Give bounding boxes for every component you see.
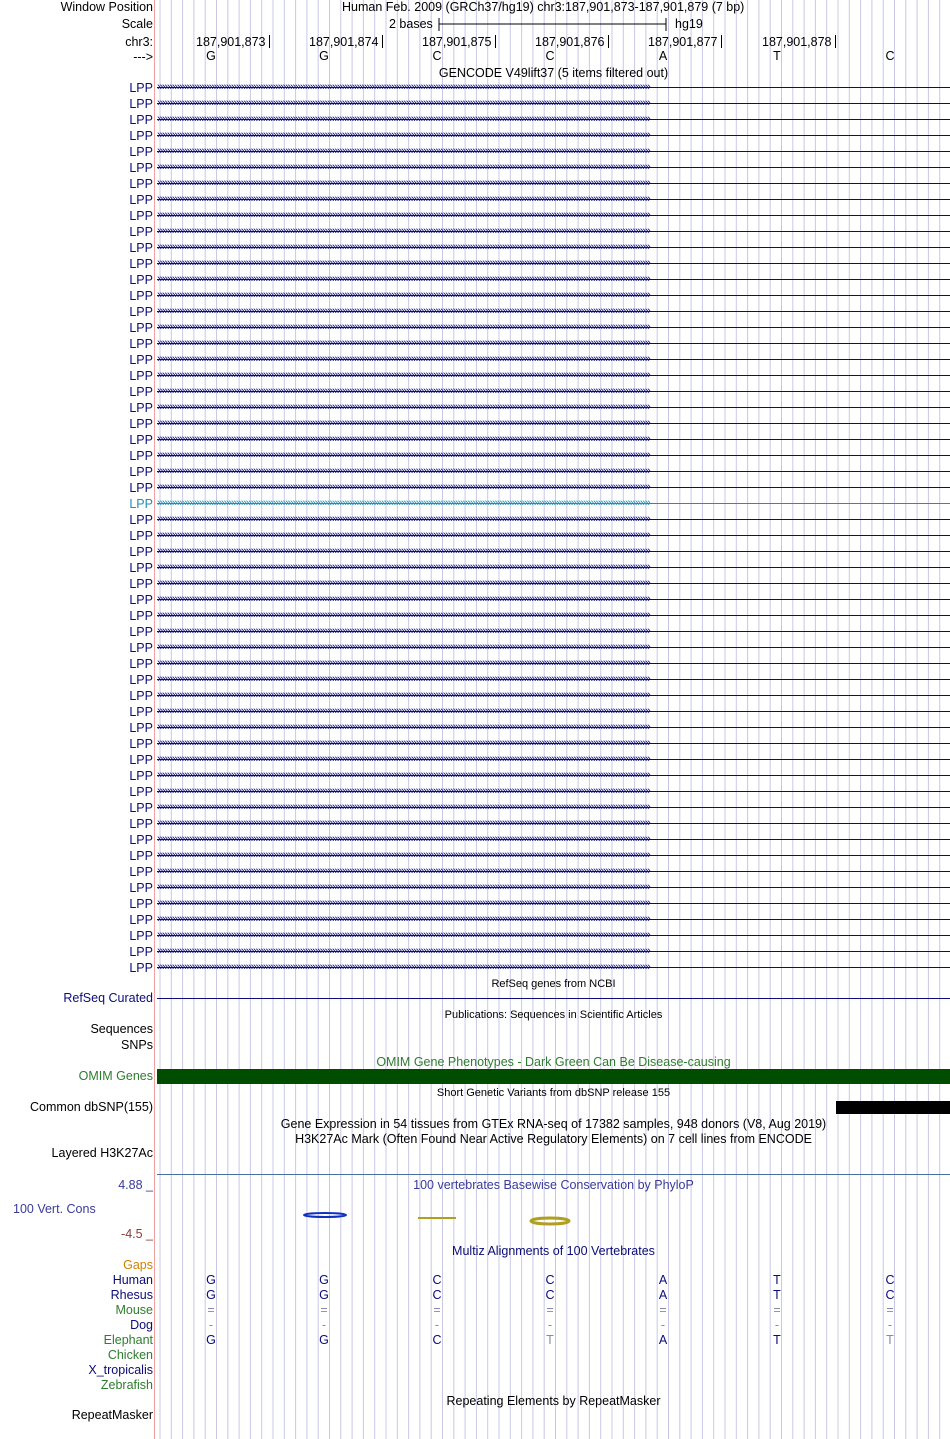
ruler-position-label: 187,901,878 [762,35,832,49]
strand-arrows: ›››››››››››››››››››››››››››››››››››››››››››››››››››››››››››››››››››››››››››››››››››››››››››››››››››››››››››››››››››››››››››››››››››››››››››››››››››››››››››››››››››››››››››››››››››››››››››››››››››››››› [157,449,650,461]
transcript-feature[interactable] [157,195,950,204]
transcript-label[interactable]: LPP [129,433,153,447]
transcript-label[interactable]: LPP [129,257,153,271]
dbsnp-variant-bar[interactable] [836,1101,950,1114]
aligned-base: - [321,1318,327,1332]
transcript-feature[interactable] [157,131,950,140]
transcript-label[interactable]: LPP [129,961,153,975]
transcript-label[interactable]: LPP [129,417,153,431]
strand-arrows: ›››››››››››››››››››››››››››››››››››››››››››››››››››››››››››››››››››››››››››››››››››››››››››››››››››››››››››››››››››››››››››››››››››››››››››››››››››››››››››››››››››››››››››››››››››››››››››››››››››››››› [157,545,650,557]
strand-arrows: ›››››››››››››››››››››››››››››››››››››››››››››››››››››››››››››››››››››››››››››››››››››››››››››››››››››››››››››››››››››››››››››››››››››››››››››››››››››››››››››››››››››››››››››››››››››››››››››››››››››››› [157,721,650,733]
ruler-tick [495,35,496,48]
transcript-feature[interactable] [157,99,950,108]
species-label[interactable]: Mouse [115,1303,153,1317]
strand-arrows: ›››››››››››››››››››››››››››››››››››››››››››››››››››››››››››››››››››››››››››››››››››››››››››››››››››››››››››››››››››››››››››››››››››››››››››››››››››››››››››››››››››››››››››››››››››››››››››››››››››››››› [157,961,650,973]
strand-arrows: ›››››››››››››››››››››››››››››››››››››››››››››››››››››››››››››››››››››››››››››››››››››››››››››››››››››››››››››››››››››››››››››››››››››››››››››››››››››››››››››››››››››››››››››››››››››››››››››››››››››››› [157,401,650,413]
aligned-base: G [319,1333,329,1347]
window-position-text[interactable]: Human Feb. 2009 (GRCh37/hg19) chr3:187,901,873-187,901,879 (7 bp) [342,0,745,14]
cons-track-label[interactable]: 100 Vert. Cons [13,1202,96,1216]
strand-arrows: ›››››››››››››››››››››››››››››››››››››››››››››››››››››››››››››››››››››››››››››››››››››››››››››››››››››››››››››››››››››››››››››››››››››››››››››››››››››››››››››››››››››››››››››››››››››››››››››››››››››››› [157,785,650,797]
aligned-base: C [885,1273,895,1287]
transcript-feature[interactable] [157,659,950,668]
reference-base: G [319,49,329,63]
scale-label: Scale [121,17,153,31]
aligned-base: A [658,1273,668,1287]
scale-bar [438,17,670,32]
transcript-label[interactable]: LPP [129,737,153,751]
gaps-label[interactable]: Gaps [123,1258,153,1272]
transcript-label[interactable]: LPP [129,929,153,943]
transcript-feature[interactable] [157,707,950,716]
transcript-label[interactable]: LPP [129,321,153,335]
transcript-feature[interactable] [157,723,950,732]
transcript-label[interactable]: LPP [129,273,153,287]
reference-base: C [885,49,895,63]
transcript-feature[interactable] [157,323,950,332]
gencode-title[interactable]: GENCODE V49lift37 (5 items filtered out) [438,66,669,80]
aligned-base: T [773,1288,781,1302]
ruler-position-label: 187,901,873 [196,35,266,49]
ruler-tick [382,35,383,48]
transcript-label[interactable]: LPP [129,81,153,95]
transcript-feature[interactable] [157,915,950,924]
reference-base: A [658,49,668,63]
aligned-base: T [546,1333,554,1347]
transcript-feature[interactable] [157,787,950,796]
transcript-label[interactable]: LPP [129,97,153,111]
transcript-label[interactable]: LPP [129,449,153,463]
aligned-base: C [432,1288,442,1302]
transcript-feature[interactable] [157,899,950,908]
aligned-base: - [887,1318,893,1332]
strand-arrows: ›››››››››››››››››››››››››››››››››››››››››››››››››››››››››››››››››››››››››››››››››››››››››››››››››››››››››››››››››››››››››››››››››››››››››››››››››››››››››››››››››››››››››››››››››››››››››››››››››››››››› [157,81,650,93]
aligned-base: G [319,1288,329,1302]
transcript-label[interactable]: LPP [129,369,153,383]
window-position-label: Window Position [60,0,153,14]
transcript-feature[interactable] [157,147,950,156]
transcript-label[interactable]: LPP [129,129,153,143]
omim-label[interactable]: OMIM Genes [78,1069,153,1083]
scale-value: 2 bases [389,17,433,31]
transcript-label[interactable]: LPP [129,817,153,831]
aligned-base: - [434,1318,440,1332]
multiz-title: Multiz Alignments of 100 Vertebrates [452,1244,655,1258]
transcript-feature[interactable] [157,867,950,876]
strand-arrows: ›››››››››››››››››››››››››››››››››››››››››››››››››››››››››››››››››››››››››››››››››››››››››››››››››››››››››››››››››››››››››››››››››››››››››››››››››››››››››››››››››››››››››››››››››››››››››››››››››››››››› [157,737,650,749]
strand-arrows: ›››››››››››››››››››››››››››››››››››››››››››››››››››››››››››››››››››››››››››››››››››››››››››››››››››››››››››››››››››››››››››››››››››››››››››››››››››››››››››››››››››››››››››››››››››››››››››››››››››››››› [157,369,650,381]
transcript-label[interactable]: LPP [129,289,153,303]
transcript-label[interactable]: LPP [129,145,153,159]
transcript-feature[interactable] [157,883,950,892]
strand-arrows: ›››››››››››››››››››››››››››››››››››››››››››››››››››››››››››››››››››››››››››››››››››››››››››››››››››››››››››››››››››››››››››››››››››››››››››››››››››››››››››››››››››››››››››››››››››››››››››››››››››››››› [157,561,650,573]
aligned-base: C [545,1288,555,1302]
transcript-feature[interactable] [157,403,950,412]
transcript-feature[interactable] [157,211,950,220]
transcript-label[interactable]: LPP [129,865,153,879]
transcript-label[interactable]: LPP [129,785,153,799]
transcript-feature[interactable] [157,499,950,508]
conservation-mark-1 [304,1213,346,1217]
ruler-tick [721,35,722,48]
transcript-feature[interactable] [157,755,950,764]
transcript-feature[interactable] [157,339,950,348]
strand-arrows: ›››››››››››››››››››››››››››››››››››››››››››››››››››››››››››››››››››››››››››››››››››››››››››››››››››››››››››››››››››››››››››››››››››››››››››››››››››››››››››››››››››››››››››››››››››››››››››››››››››››››› [157,193,650,205]
strand-arrows: ›››››››››››››››››››››››››››››››››››››››››››››››››››››››››››››››››››››››››››››››››››››››››››››››››››››››››››››››››››››››››››››››››››››››››››››››››››››››››››››››››››››››››››››››››››››››››››››››››››››››› [157,833,650,845]
reference-base: C [545,49,555,63]
aligned-base: T [773,1273,781,1287]
transcript-label[interactable]: LPP [129,385,153,399]
transcript-label[interactable]: LPP [129,113,153,127]
strand-arrows: ›››››››››››››››››››››››››››››››››››››››››››››››››››››››››››››››››››››››››››››››››››››››››››››››››››››››››››››››››››››››››››››››››››››››››››››››››››››››››››››››››››››››››››››››››››››››››››››››››››››››› [157,433,650,445]
strand-arrows: ›››››››››››››››››››››››››››››››››››››››››››››››››››››››››››››››››››››››››››››››››››››››››››››››››››››››››››››››››››››››››››››››››››››››››››››››››››››››››››››››››››››››››››››››››››››››››››››››››››››››› [157,353,650,365]
ruler-position-label: 187,901,875 [422,35,492,49]
aligned-base: G [206,1288,216,1302]
transcript-feature[interactable] [157,435,950,444]
transcript-feature[interactable] [157,307,950,316]
transcript-label[interactable]: LPP [129,161,153,175]
transcript-feature[interactable] [157,531,950,540]
aligned-base: = [433,1303,441,1317]
aligned-base: C [545,1273,555,1287]
transcript-feature[interactable] [157,579,950,588]
strand-arrows: ›››››››››››››››››››››››››››››››››››››››››››››››››››››››››››››››››››››››››››››››››››››››››››››››››››››››››››››››››››››››››››››››››››››››››››››››››››››››››››››››››››››››››››››››››››››››››››››››››››››››› [157,673,650,685]
aligned-base: A [658,1288,668,1302]
ruler-position-label: 187,901,874 [309,35,379,49]
strand-arrows: ›››››››››››››››››››››››››››››››››››››››››››››››››››››››››››››››››››››››››››››››››››››››››››››››››››››››››››››››››››››››››››››››››››››››››››››››››››››››››››››››››››››››››››››››››››››››››››››››››››››››› [157,257,650,269]
chrom-label: chr3: [125,35,153,49]
transcript-feature[interactable] [157,243,950,252]
species-label[interactable]: Elephant [103,1333,153,1347]
species-label[interactable]: X_tropicalis [88,1363,153,1377]
transcript-label[interactable]: LPP [129,897,153,911]
h3k27ac-title: H3K27Ac Mark (Often Found Near Active Regulatory Elements) on 7 cell lines from ENCODE [295,1132,812,1146]
aligned-base: = [207,1303,215,1317]
strand-arrows: ›››››››››››››››››››››››››››››››››››››››››››››››››››››››››››››››››››››››››››››››››››››››››››››››››››››››››››››››››››››››››››››››››››››››››››››››››››››››››››››››››››››››››››››››››››››››››››››››››››››››› [157,97,650,109]
scale-assembly: hg19 [675,17,703,31]
repeat-title: Repeating Elements by RepeatMasker [446,1394,661,1408]
refseq-label[interactable]: RefSeq Curated [63,991,153,1005]
strand-arrows: ›››››››››››››››››››››››››››››››››››››››››››››››››››››››››››››››››››››››››››››››››››››››››››››››››››››››››››››››››››››››››››››››››››››››››››››››››››››››››››››››››››››››››››››››››››››››››››››››››››››››› [157,273,650,285]
ruler-tick [835,35,836,48]
strand-arrows: ›››››››››››››››››››››››››››››››››››››››››››››››››››››››››››››››››››››››››››››››››››››››››››››››››››››››››››››››››››››››››››››››››››››››››››››››››››››››››››››››››››››››››››››››››››››››››››››››››››››››› [157,385,650,397]
transcript-feature[interactable] [157,803,950,812]
publications-title: Publications: Sequences in Scientific Articles [444,1009,663,1021]
aligned-base: = [659,1303,667,1317]
transcript-feature[interactable] [157,275,950,284]
transcript-label[interactable]: LPP [129,913,153,927]
sequences-label[interactable]: Sequences [90,1022,153,1036]
transcript-feature[interactable] [157,83,950,92]
aligned-base: T [886,1333,894,1347]
reference-base: C [432,49,442,63]
strand-arrows: ›››››››››››››››››››››››››››››››››››››››››››››››››››››››››››››››››››››››››››››››››››››››››››››››››››››››››››››››››››››››››››››››››››››››››››››››››››››››››››››››››››››››››››››››››››››››››››››››››››››››› [157,337,650,349]
strand-arrows: ›››››››››››››››››››››››››››››››››››››››››››››››››››››››››››››››››››››››››››››››››››››››››››››››››››››››››››››››››››››››››››››››››››››››››››››››››››››››››››››››››››››››››››››››››››››››››››››››››››››››› [157,897,650,909]
strand-arrows: ›››››››››››››››››››››››››››››››››››››››››››››››››››››››››››››››››››››››››››››››››››››››››››››››››››››››››››››››››››››››››››››››››››››››››››››››››››››››››››››››››››››››››››››››››››››››››››››››››››››››› [157,209,650,221]
transcript-label[interactable]: LPP [129,305,153,319]
transcript-feature[interactable] [157,931,950,940]
transcript-feature[interactable] [157,675,950,684]
label-divider [154,0,155,1439]
transcript-feature[interactable] [157,627,950,636]
aligned-base: - [208,1318,214,1332]
transcript-label[interactable]: LPP [129,241,153,255]
species-label[interactable]: Human [112,1273,153,1287]
aligned-base: T [773,1333,781,1347]
transcript-label[interactable]: LPP [129,337,153,351]
transcript-label[interactable]: LPP [129,513,153,527]
transcript-label[interactable]: LPP [129,753,153,767]
transcript-feature[interactable] [157,771,950,780]
strand-arrows: ›››››››››››››››››››››››››››››››››››››››››››››››››››››››››››››››››››››››››››››››››››››››››››››››››››››››››››››››››››››››››››››››››››››››››››››››››››››››››››››››››››››››››››››››››››››››››››››››››››››››› [157,305,650,317]
strand-arrows: ›››››››››››››››››››››››››››››››››››››››››››››››››››››››››››››››››››››››››››››››››››››››››››››››››››››››››››››››››››››››››››››››››››››››››››››››››››››››››››››››››››››››››››››››››››››››››››››››››››››››› [157,593,650,605]
transcript-feature[interactable] [157,835,950,844]
transcript-feature[interactable] [157,515,950,524]
h3k27ac-baseline [157,1174,950,1175]
transcript-label[interactable]: LPP [129,689,153,703]
transcript-feature[interactable] [157,547,950,556]
transcript-label[interactable]: LPP [129,721,153,735]
aligned-base: = [773,1303,781,1317]
omim-gene-bar[interactable] [157,1069,950,1084]
strand-arrows: ›››››››››››››››››››››››››››››››››››››››››››››››››››››››››››››››››››››››››››››››››››››››››››››››››››››››››››››››››››››››››››››››››››››››››››››››››››››››››››››››››››››››››››››››››››››››››››››››››››››››› [157,705,650,717]
transcript-label[interactable]: LPP [129,561,153,575]
strand-arrows: ›››››››››››››››››››››››››››››››››››››››››››››››››››››››››››››››››››››››››››››››››››››››››››››››››››››››››››››››››››››››››››››››››››››››››››››››››››››››››››››››››››››››››››››››››››››››››››››››››››››››› [157,513,650,525]
aligned-base: = [546,1303,554,1317]
strand-arrows: ›››››››››››››››››››››››››››››››››››››››››››››››››››››››››››››››››››››››››››››››››››››››››››››››››››››››››››››››››››››››››››››››››››››››››››››››››››››››››››››››››››››››››››››››››››››››››››››››››››››››› [157,753,650,765]
transcript-label[interactable]: LPP [129,577,153,591]
strand-arrows: ›››››››››››››››››››››››››››››››››››››››››››››››››››››››››››››››››››››››››››››››››››››››››››››››››››››››››››››››››››››››››››››››››››››››››››››››››››››››››››››››››››››››››››››››››››››››››››››››››››››››› [157,657,650,669]
ruler-position-label: 187,901,877 [648,35,718,49]
transcript-label[interactable]: LPP [129,193,153,207]
aligned-base: G [206,1273,216,1287]
reference-base: T [773,49,781,63]
transcript-feature[interactable] [157,259,950,268]
strand-label: ---> [133,50,153,64]
transcript-label[interactable]: LPP [129,849,153,863]
transcript-feature[interactable] [157,163,950,172]
aligned-base: - [547,1318,553,1332]
strand-arrows: ›››››››››››››››››››››››››››››››››››››››››››››››››››››››››››››››››››››››››››››››››››››››››››››››››››››››››››››››››››››››››››››››››››››››››››››››››››››››››››››››››››››››››››››››››››››››››››››››››››››››› [157,865,650,877]
dbsnp-label[interactable]: Common dbSNP(155) [30,1100,153,1114]
strand-arrows: ›››››››››››››››››››››››››››››››››››››››››››››››››››››››››››››››››››››››››››››››››››››››››››››››››››››››››››››››››››››››››››››››››››››››››››››››››››››››››››››››››››››››››››››››››››››››››››››››››››››››› [157,625,650,637]
aligned-base: C [432,1333,442,1347]
ruler-tick [269,35,270,48]
species-label[interactable]: Zebrafish [100,1378,153,1392]
transcript-label[interactable]: LPP [129,641,153,655]
ruler-tick [608,35,609,48]
transcript-label[interactable]: LPP [129,465,153,479]
transcript-label[interactable]: LPP [129,625,153,639]
transcript-feature[interactable] [157,115,950,124]
transcript-label[interactable]: LPP [129,657,153,671]
strand-arrows: ›››››››››››››››››››››››››››››››››››››››››››››››››››››››››››››››››››››››››››››››››››››››››››››››››››››››››››››››››››››››››››››››››››››››››››››››››››››››››››››››››››››››››››››››››››››››››››››››››››››››› [157,929,650,941]
aligned-base: = [886,1303,894,1317]
strand-arrows: ›››››››››››››››››››››››››››››››››››››››››››››››››››››››››››››››››››››››››››››››››››››››››››››››››››››››››››››››››››››››››››››››››››››››››››››››››››››››››››››››››››››››››››››››››››››››››››››››››››››››› [157,689,650,701]
aligned-base: A [658,1333,668,1347]
transcript-label[interactable]: LPP [129,225,153,239]
strand-arrows: ›››››››››››››››››››››››››››››››››››››››››››››››››››››››››››››››››››››››››››››››››››››››››››››››››››››››››››››››››››››››››››››››››››››››››››››››››››››››››››››››››››››››››››››››››››››››››››››››››››››››› [157,497,650,509]
transcript-feature[interactable] [157,179,950,188]
transcript-label[interactable]: LPP [129,945,153,959]
transcript-label[interactable]: LPP [129,545,153,559]
transcript-label[interactable]: LPP [129,401,153,415]
strand-arrows: ›››››››››››››››››››››››››››››››››››››››››››››››››››››››››››››››››››››››››››››››››››››››››››››››››››››››››››››››››››››››››››››››››››››››››››››››››››››››››››››››››››››››››››››››››››››››››››››››››››››››› [157,913,650,925]
strand-arrows: ›››››››››››››››››››››››››››››››››››››››››››››››››››››››››››››››››››››››››››››››››››››››››››››››››››››››››››››››››››››››››››››››››››››››››››››››››››››››››››››››››››››››››››››››››››››››››››››››››››››››› [157,849,650,861]
strand-arrows: ›››››››››››››››››››››››››››››››››››››››››››››››››››››››››››››››››››››››››››››››››››››››››››››››››››››››››››››››››››››››››››››››››››››››››››››››››››››››››››››››››››››››››››››››››››››››››››››››››››››››› [157,289,650,301]
transcript-feature[interactable] [157,227,950,236]
transcript-label[interactable]: LPP [129,769,153,783]
transcript-feature[interactable] [157,355,950,364]
cons-min-label: -4.5 _ [121,1227,153,1241]
transcript-feature[interactable] [157,947,950,956]
h3k27ac-label[interactable]: Layered H3K27Ac [51,1146,153,1160]
transcript-label[interactable]: LPP [129,481,153,495]
transcript-label[interactable]: LPP [129,833,153,847]
transcript-label[interactable]: LPP [129,801,153,815]
omim-title: OMIM Gene Phenotypes - Dark Green Can Be Disease-causing [376,1055,731,1069]
aligned-base: G [206,1333,216,1347]
strand-arrows: ›››››››››››››››››››››››››››››››››››››››››››››››››››››››››››››››››››››››››››››››››››››››››››››››››››››››››››››››››››››››››››››››››››››››››››››››››››››››››››››››››››››››››››››››››››››››››››››››››››››››› [157,177,650,189]
repeat-label[interactable]: RepeatMasker [71,1408,153,1422]
transcript-feature[interactable] [157,819,950,828]
aligned-base: - [774,1318,780,1332]
transcript-label[interactable]: LPP [129,177,153,191]
transcript-label[interactable]: LPP [129,609,153,623]
refseq-title: RefSeq genes from NCBI [491,978,616,990]
transcript-feature[interactable] [157,483,950,492]
transcript-label[interactable]: LPP [129,529,153,543]
strand-arrows: ›››››››››››››››››››››››››››››››››››››››››››››››››››››››››››››››››››››››››››››››››››››››››››››››››››››››››››››››››››››››››››››››››››››››››››››››››››››››››››››››››››››››››››››››››››››››››››››››››››››››› [157,945,650,957]
transcript-feature[interactable] [157,643,950,652]
refseq-gene-line[interactable] [157,998,950,999]
strand-arrows: ›››››››››››››››››››››››››››››››››››››››››››››››››››››››››››››››››››››››››››››››››››››››››››››››››››››››››››››››››››››››››››››››››››››››››››››››››››››››››››››››››››››››››››››››››››››››››››››››››››››››› [157,817,650,829]
transcript-feature[interactable] [157,691,950,700]
strand-arrows: ›››››››››››››››››››››››››››››››››››››››››››››››››››››››››››››››››››››››››››››››››››››››››››››››››››››››››››››››››››››››››››››››››››››››››››››››››››››››››››››››››››››››››››››››››››››››››››››››››››››››› [157,529,650,541]
transcript-feature[interactable] [157,467,950,476]
conservation-mark-3 [531,1218,569,1224]
gtex-title: Gene Expression in 54 tissues from GTEx RNA-seq of 17382 samples, 948 donors (V8, Aug 2019) [280,1117,827,1131]
transcript-feature[interactable] [157,851,950,860]
reference-base: G [206,49,216,63]
transcript-feature[interactable] [157,387,950,396]
ruler-position-label: 187,901,876 [535,35,605,49]
species-label[interactable]: Chicken [107,1348,153,1362]
transcript-label[interactable]: LPP [129,673,153,687]
snps-label[interactable]: SNPs [121,1038,153,1052]
strand-arrows: ›››››››››››››››››››››››››››››››››››››››››››››››››››››››››››››››››››››››››››››››››››››››››››››››››››››››››››››››››››››››››››››››››››››››››››››››››››››››››››››››››››››››››››››››››››››››››››››››››››››››› [157,577,650,589]
conservation-plot[interactable] [157,1208,950,1232]
transcript-feature[interactable] [157,371,950,380]
transcript-feature[interactable] [157,563,950,572]
transcript-feature[interactable] [157,963,950,972]
strand-arrows: ›››››››››››››››››››››››››››››››››››››››››››››››››››››››››››››››››››››››››››››››››››››››››››››››››››››››››››››››››››››››››››››››››››››››››››››››››››››››››››››››››››››››››››››››››››››››››››››››››››››››› [157,161,650,173]
species-label[interactable]: Rhesus [110,1288,153,1302]
strand-arrows: ›››››››››››››››››››››››››››››››››››››››››››››››››››››››››››››››››››››››››››››››››››››››››››››››››››››››››››››››››››››››››››››››››››››››››››››››››››››››››››››››››››››››››››››››››››››››››››››››››››››››› [157,321,650,333]
transcript-label[interactable]: LPP [129,353,153,367]
transcript-label[interactable]: LPP [129,209,153,223]
strand-arrows: ›››››››››››››››››››››››››››››››››››››››››››››››››››››››››››››››››››››››››››››››››››››››››››››››››››››››››››››››››››››››››››››››››››››››››››››››››››››››››››››››››››››››››››››››››››››››››››››››››››››››› [157,113,650,125]
strand-arrows: ›››››››››››››››››››››››››››››››››››››››››››››››››››››››››››››››››››››››››››››››››››››››››››››››››››››››››››››››››››››››››››››››››››››››››››››››››››››››››››››››››››››››››››››››››››››››››››››››››››››››› [157,801,650,813]
species-label[interactable]: Dog [130,1318,153,1332]
cons-max-label: 4.88 _ [118,1178,153,1192]
strand-arrows: ›››››››››››››››››››››››››››››››››››››››››››››››››››››››››››››››››››››››››››››››››››››››››››››››››››››››››››››››››››››››››››››››››››››››››››››››››››››››››››››››››››››››››››››››››››››››››››››››››››››››› [157,129,650,141]
strand-arrows: ›››››››››››››››››››››››››››››››››››››››››››››››››››››››››››››››››››››››››››››››››››››››››››››››››››››››››››››››››››››››››››››››››››››››››››››››››››››››››››››››››››››››››››››››››››››››››››››››››››››››› [157,465,650,477]
strand-arrows: ›››››››››››››››››››››››››››››››››››››››››››››››››››››››››››››››››››››››››››››››››››››››››››››››››››››››››››››››››››››››››››››››››››››››››››››››››››››››››››››››››››››››››››››››››››››››››››››››››››››››› [157,481,650,493]
strand-arrows: ›››››››››››››››››››››››››››››››››››››››››››››››››››››››››››››››››››››››››››››››››››››››››››››››››››››››››››››››››››››››››››››››››››››››››››››››››››››››››››››››››››››››››››››››››››››››››››››››››››››››› [157,881,650,893]
transcript-feature[interactable] [157,595,950,604]
strand-arrows: ›››››››››››››››››››››››››››››››››››››››››››››››››››››››››››››››››››››››››››››››››››››››››››››››››››››››››››››››››››››››››››››››››››››››››››››››››››››››››››››››››››››››››››››››››››››››››››››››››››››››› [157,641,650,653]
aligned-base: - [660,1318,666,1332]
strand-arrows: ›››››››››››››››››››››››››››››››››››››››››››››››››››››››››››››››››››››››››››››››››››››››››››››››››››››››››››››››››››››››››››››››››››››››››››››››››››››››››››››››››››››››››››››››››››››››››››››››››››››››› [157,609,650,621]
transcript-label[interactable]: LPP [129,593,153,607]
aligned-base: C [432,1273,442,1287]
transcript-feature[interactable] [157,291,950,300]
phylop-title: 100 vertebrates Basewise Conservation by PhyloP [413,1178,694,1192]
transcript-label[interactable]: LPP [129,881,153,895]
aligned-base: C [885,1288,895,1302]
dbsnp-title: Short Genetic Variants from dbSNP release 155 [436,1087,671,1099]
strand-arrows: ›››››››››››››››››››››››››››››››››››››››››››››››››››››››››››››››››››››››››››››››››››››››››››››››››››››››››››››››››››››››››››››››››››››››››››››››››››››››››››››››››››››››››››››››››››››››››››››››››››››››› [157,769,650,781]
transcript-feature[interactable] [157,611,950,620]
aligned-base: G [319,1273,329,1287]
transcript-feature[interactable] [157,419,950,428]
strand-arrows: ›››››››››››››››››››››››››››››››››››››››››››››››››››››››››››››››››››››››››››››››››››››››››››››››››››››››››››››››››››››››››››››››››››››››››››››››››››››››››››››››››››››››››››››››››››››››››››››››››››››››› [157,417,650,429]
aligned-base: = [320,1303,328,1317]
strand-arrows: ›››››››››››››››››››››››››››››››››››››››››››››››››››››››››››››››››››››››››››››››››››››››››››››››››››››››››››››››››››››››››››››››››››››››››››››››››››››››››››››››››››››››››››››››››››››››››››››››››››››››› [157,225,650,237]
transcript-feature[interactable] [157,451,950,460]
transcript-label[interactable]: LPP [129,705,153,719]
transcript-feature[interactable] [157,739,950,748]
strand-arrows: ›››››››››››››››››››››››››››››››››››››››››››››››››››››››››››››››››››››››››››››››››››››››››››››››››››››››››››››››››››››››››››››››››››››››››››››››››››››››››››››››››››››››››››››››››››››››››››››››››››››››› [157,241,650,253]
transcript-label[interactable]: LPP [129,497,153,511]
strand-arrows: ›››››››››››››››››››››››››››››››››››››››››››››››››››››››››››››››››››››››››››››››››››››››››››››››››››››››››››››››››››››››››››››››››››››››››››››››››››››››››››››››››››››››››››››››››››››››››››››››››››››››› [157,145,650,157]
